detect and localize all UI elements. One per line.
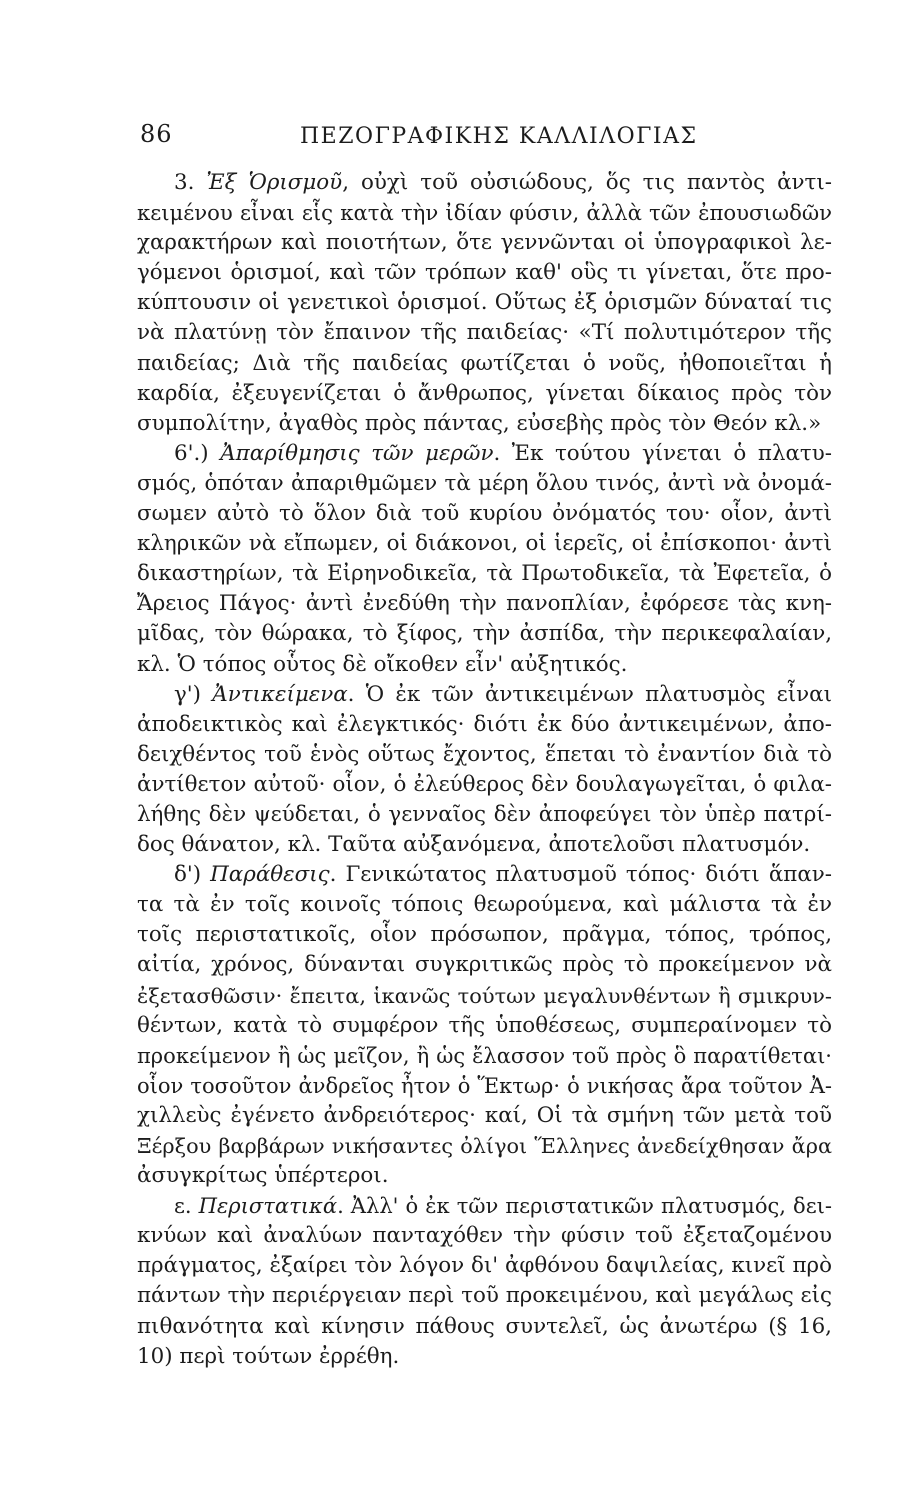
text-line: νὰ πλατύνῃ τὸν ἔπαινον τῆς παιδείας· «Τί πολυτιμότερον τῆς — [137, 320, 832, 346]
text-line: ἀντίθετον αὐτοῦ· οἷον, ὁ ἐλεύθερος δὲν δουλαγωγεῖται, ὁ φιλα- — [137, 771, 832, 797]
text-line: προκείμενον ἢ ὡς μεῖζον, ἢ ὡς ἔλασσον τοῦ πρὸς ὃ παρατίθεται· — [137, 1042, 832, 1068]
section-number: γ') — [174, 681, 213, 707]
text-line: 6'.) Ἀπαρίθμησις τῶν μερῶν. Ἐκ τούτου γίνεται ὁ πλατυ- — [174, 440, 832, 466]
paragraph-aparithmisis — [137, 439, 832, 680]
text-line: Ἄρειος Πάγος· ἀντὶ ἐνεδύθη τὴν πανοπλίαν, ἐφόρεσε τὰς κνη- — [137, 591, 832, 617]
section-heading: Ἐξ Ὁρισμοῦ — [206, 170, 343, 195]
text-line: αἰτία, χρόνος, δύνανται συγκριτικῶς πρὸς τὸ προκείμενον νὰ — [137, 952, 832, 978]
text-line: καρδία, ἐξευγενίζεται ὁ ἄνθρωπος, γίνεται δίκαιος πρὸς τὸν — [137, 380, 832, 406]
section-number: ε. — [174, 1193, 199, 1219]
text-line: ε. Περιστατικά. Ἀλλ' ὁ ἐκ τῶν περιστατικῶν πλατυσμός, δει- — [174, 1193, 832, 1219]
text-line: σμός, ὁπόταν ἀπαριθμῶμεν τὰ μέρη ὅλου τινός, ἀντὶ νὰ ὀνομά- — [137, 470, 832, 496]
text-line: κύπτουσιν οἱ γενετικοὶ ὁρισμοί. Οὕτως ἐξ ὁρισμῶν δύναταί τις — [137, 290, 832, 316]
paragraph-peristatika — [137, 1191, 832, 1372]
text-line: κλ. Ὁ τόπος οὗτος δὲ οἴκοθεν εἶν' αὐξητικός. — [137, 651, 628, 677]
text-line: τα τὰ ἐν τοῖς κοινοῖς τόποις θεωρούμενα, καὶ μάλιστα τὰ ἐν — [137, 892, 832, 918]
page-number: 86 — [140, 120, 173, 148]
text-line: οἷον τοσοῦτον ἀνδρεῖος ἦτον ὁ Ἕκτωρ· ὁ νικήσας ἄρα τοῦτον Ἀ- — [137, 1072, 832, 1098]
body-text — [137, 168, 832, 1372]
text-line: ἐξετασθῶσιν· ἔπειτα, ἱκανῶς τούτων μεγαλυνθέντων ἢ σμικρυν- — [137, 983, 832, 1008]
text-line: χιλλεὺς ἐγένετο ἀνδρειότερος· καί, Οἱ τὰ σμήνη τῶν μετὰ τοῦ — [137, 1102, 832, 1128]
section-heading: Περιστατικά — [198, 1193, 338, 1219]
text-line: πιθανότητα καὶ κίνησιν πάθους συντελεῖ, ὡς ἀνωτέρω (§ 16, — [137, 1313, 832, 1339]
text-line: κνύων καὶ ἀναλύων πανταχόθεν τὴν φύσιν τοῦ ἐξεταζομένου — [137, 1223, 832, 1249]
section-heading: Ἀντικείμενα — [212, 681, 348, 707]
paragraph-antikeimena — [137, 680, 832, 861]
text-line: σωμεν αὐτὸ τὸ ὅλον διὰ τοῦ κυρίου ὀνόματός του· οἷον, ἀντὶ — [137, 501, 832, 527]
section-number: 3. — [174, 170, 207, 195]
text-line: δειχθέντος τοῦ ἑνὸς οὕτως ἔχοντος, ἕπεται τὸ ἐναντίον διὰ τὸ — [137, 741, 832, 767]
text-line: πράγματος, ἐξαίρει τὸν λόγον δι' ἀφθόνου δαψιλείας, κινεῖ πρὸ — [137, 1253, 832, 1279]
text-line: συμπολίτην, ἀγαθὸς πρὸς πάντας, εὐσεβὴς πρὸς τὸν Θεόν κλ.» — [137, 410, 822, 436]
text-line: ἀποδεικτικὸς καὶ ἐλεγκτικός· διότι ἐκ δύο ἀντικειμένων, ἀπο- — [137, 711, 832, 737]
paragraph-parathesis — [137, 860, 832, 1191]
text-line: δος θάνατον, κλ. Ταῦτα αὐξανόμενα, ἀποτελοῦσι πλατυσμόν. — [137, 832, 811, 858]
text-line: χαρακτήρων καὶ ποιοτήτων, ὅτε γεννῶνται οἱ ὑπογραφικοὶ λε- — [137, 230, 832, 256]
text-line: κειμένου εἶναι εἷς κατὰ τὴν ἰδίαν φύσιν, ἀλλὰ τῶν ἐπουσιωδῶν — [137, 200, 832, 226]
text-line: δικαστηρίων, τὰ Εἰρηνοδικεῖα, τὰ Πρωτοδικεῖα, τὰ Ἐφετεῖα, ὁ — [137, 561, 832, 587]
text-line: παιδείας; Διὰ τῆς παιδείας φωτίζεται ὁ νοῦς, ἠθοποιεῖται ἡ — [137, 350, 832, 376]
text-line: κληρικῶν νὰ εἴπωμεν, οἱ διάκονοι, οἱ ἱερεῖς, οἱ ἐπίσκοποι· ἀντὶ — [137, 531, 832, 557]
text-line: λήθης δὲν ψεύδεται, ὁ γενναῖος δὲν ἀποφεύγει τὸν ὑπὲρ πατρί- — [137, 801, 832, 827]
text-line: 3. Ἐξ Ὁρισμοῦ, οὐχὶ τοῦ οὐσιώδους, ὅς τις παντὸς ἀντι- — [174, 170, 832, 195]
section-heading: Παράθεσις — [210, 862, 330, 888]
section-number: δ') — [174, 862, 211, 888]
running-head: ΠΕΖΟΓΡΑΦΙΚΗΣ ΚΑΛΛΙΛΟΓΙΑΣ — [300, 124, 698, 149]
text-line: Ξέρξου βαρβάρων νικήσαντες ὀλίγοι Ἕλληνες ἀνεδείχθησαν ἄρα — [137, 1134, 832, 1158]
section-heading: Ἀπαρίθμησις τῶν μερῶν — [220, 440, 494, 466]
text-line: 10) περὶ τούτων ἐρρέθη. — [137, 1343, 400, 1369]
text-line: θέντων, κατὰ τὸ συμφέρον τῆς ὑποθέσεως, συμπεραίνομεν τὸ — [137, 1012, 832, 1038]
paragraph-orismou — [137, 168, 832, 439]
text-line: πάντων τὴν περιέργειαν περὶ τοῦ προκειμένου, καὶ μεγάλως εἰς — [137, 1283, 832, 1309]
text-line: γ') Ἀντικείμενα. Ὁ ἐκ τῶν ἀντικειμένων πλατυσμὸς εἶναι — [174, 681, 832, 707]
section-number: 6'.) — [174, 440, 221, 466]
text-line: γόμενοι ὁρισμοί, καὶ τῶν τρόπων καθ' οὓς τι γίνεται, ὅτε προ- — [137, 260, 832, 286]
text-line: μῖδας, τὸν θώρακα, τὸ ξίφος, τὴν ἀσπίδα, τὴν περικεφαλαίαν, — [137, 621, 832, 647]
text-line: δ') Παράθεσις. Γενικώτατος πλατυσμοῦ τόπος· διότι ἅπαν- — [174, 862, 832, 888]
text-line: τοῖς περιστατικοῖς, οἷον πρόσωπον, πρᾶγμα, τόπος, τρόπος, — [137, 922, 832, 948]
text-line: ἀσυγκρίτως ὑπέρτεροι. — [137, 1163, 389, 1189]
